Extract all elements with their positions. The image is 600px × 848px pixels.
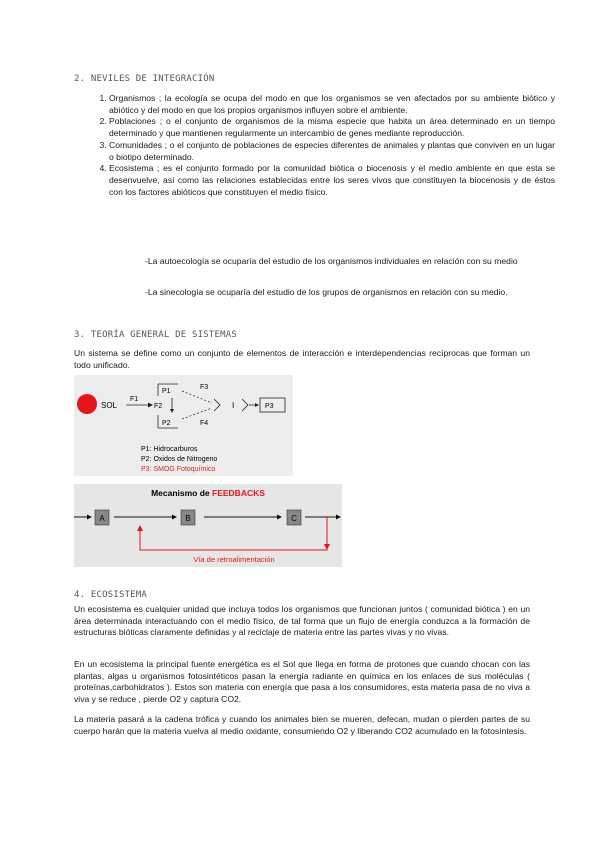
autoecologia-note: -La autoecología se ocuparía del estudio de los organismos individuales en relación con su medio <box>145 256 518 266</box>
p1-label: P1 <box>162 388 171 395</box>
i-label: I <box>232 401 235 410</box>
feedback-title <box>151 488 265 498</box>
feedback-end-arrowhead <box>324 544 330 550</box>
section-4-paragraph-2: En un ecosistema la principal fuente energética es el Sol que llega en forma de protones que cuando chocan con las plantas, algas u organismos fotosintéticos pasan la energía radiante en química en los enlaces de sus moléculas ( proteínas,carbohidratos ). Estos son materia con energía que pasa a los consumidores, esta materia pasa de no viva a viva y se reduce , pierde O2 y captura CO2. <box>74 659 530 705</box>
input-arrowhead <box>87 515 92 520</box>
p2-label: P2 <box>162 420 171 427</box>
section-4-paragraph-3: La materia pasará a la cadena trófica y cuando los animales bien se mueren, defecan, mudan o pierden partes de su cuerpo harán que la materia vuelva al medio oxidante, consumiendo O2 y liberando CO2 acumulado en la fotosíntesis. <box>74 714 530 736</box>
f1-label: F1 <box>130 396 139 403</box>
list-item: 1. Organismos ; la ecología se ocupa del modo en que los organismos se ven afectados por su ambiente biótico y abiótico y del modo en que los propios organismos influyen sobre el ambiente. <box>109 93 555 116</box>
p2-to-i-arrow <box>182 408 212 419</box>
box-c-label: C <box>291 514 297 523</box>
f2-down-arrowhead <box>170 409 174 413</box>
b-to-c-arrowhead <box>277 515 282 520</box>
f4-label: F4 <box>200 420 209 427</box>
legend-p2: P2: Oxidos de Nitrogeno <box>141 456 218 463</box>
output-arrowhead <box>336 515 341 520</box>
section-4-paragraph-1: Un ecosistema es cualquier unidad que incluya todos los organismos que funcionan juntos ( comunidad biótica ) en un área determinada interactuando con el medio físico, de tal forma que un flujo de energía conduzca a la formación de estructuras bióticas claramente definidas y al reciclaje de materia entre las partes vivas y no vivas. <box>74 604 530 638</box>
p1-to-i-arrow <box>182 391 212 403</box>
section-2-heading: 2. NEVILES DE INTEGRACIÓN <box>74 74 215 84</box>
section-3-text: Un sistema se define como un conjunto de elementos de interacción e interdependencias recíprocas que forman un todo unificado. <box>74 348 530 370</box>
f2-label: F2 <box>154 403 163 410</box>
smog-diagram <box>74 375 293 476</box>
i-chevron <box>242 399 248 411</box>
list-item: 3. Comunidades ; o el conjunto de poblaciones de especies diferentes de animales y plantas que conviven en un lugar o biotipo determinado. <box>109 140 555 163</box>
section-3-heading: 3. TEORÍA GENERAL DE SISTEMAS <box>74 330 237 340</box>
sinecologia-note: -La sinecología se ocuparía del estudio de los grupos de organismos en relación con su medio. <box>145 287 508 297</box>
feedback-title-highlight: FEEDBACKS <box>212 488 265 498</box>
to-p3-arrowhead <box>255 403 259 407</box>
feedback-loop-arrowhead <box>137 525 143 531</box>
levels-list <box>84 93 555 198</box>
box-a-label: A <box>99 514 105 523</box>
f1-arrowhead <box>148 403 153 408</box>
section-4-heading: 4. ECOSISTEMA <box>74 590 148 600</box>
feedback-title-prefix: Mecanismo de <box>151 488 213 498</box>
list-item: 2. Poblaciones ; o el conjunto de organismos de la misma especie que habita un área determinado en un tiempo determinado y que mantienen regularmente un intercambio de genes mediante reproducción. <box>109 116 555 139</box>
feedback-loop-label: Vía de retroalimentación <box>193 555 275 564</box>
f3-label: F3 <box>200 384 209 391</box>
merge-chevron <box>214 399 220 411</box>
p3-label: P3 <box>265 403 274 410</box>
legend-p3: P3: SMOG Fotoquímico <box>141 466 216 473</box>
legend-p1: P1: Hidrocarburos <box>141 446 198 453</box>
feedback-diagram <box>74 484 342 567</box>
list-item: 4. Ecosistema ; es el conjunto formado por la comunidad biótica o biocenosis y el medio ambiente en que esta se desenvuelve, así como las relaciones establecidas entre los seres vivos que constituyen la biocenosis y de éstos con los factores abióticos que constituyen el medio físico. <box>109 163 555 198</box>
box-b-label: B <box>185 514 191 523</box>
sun-icon <box>77 394 97 414</box>
a-to-b-arrowhead <box>172 515 177 520</box>
sol-label: SOL <box>101 401 118 410</box>
